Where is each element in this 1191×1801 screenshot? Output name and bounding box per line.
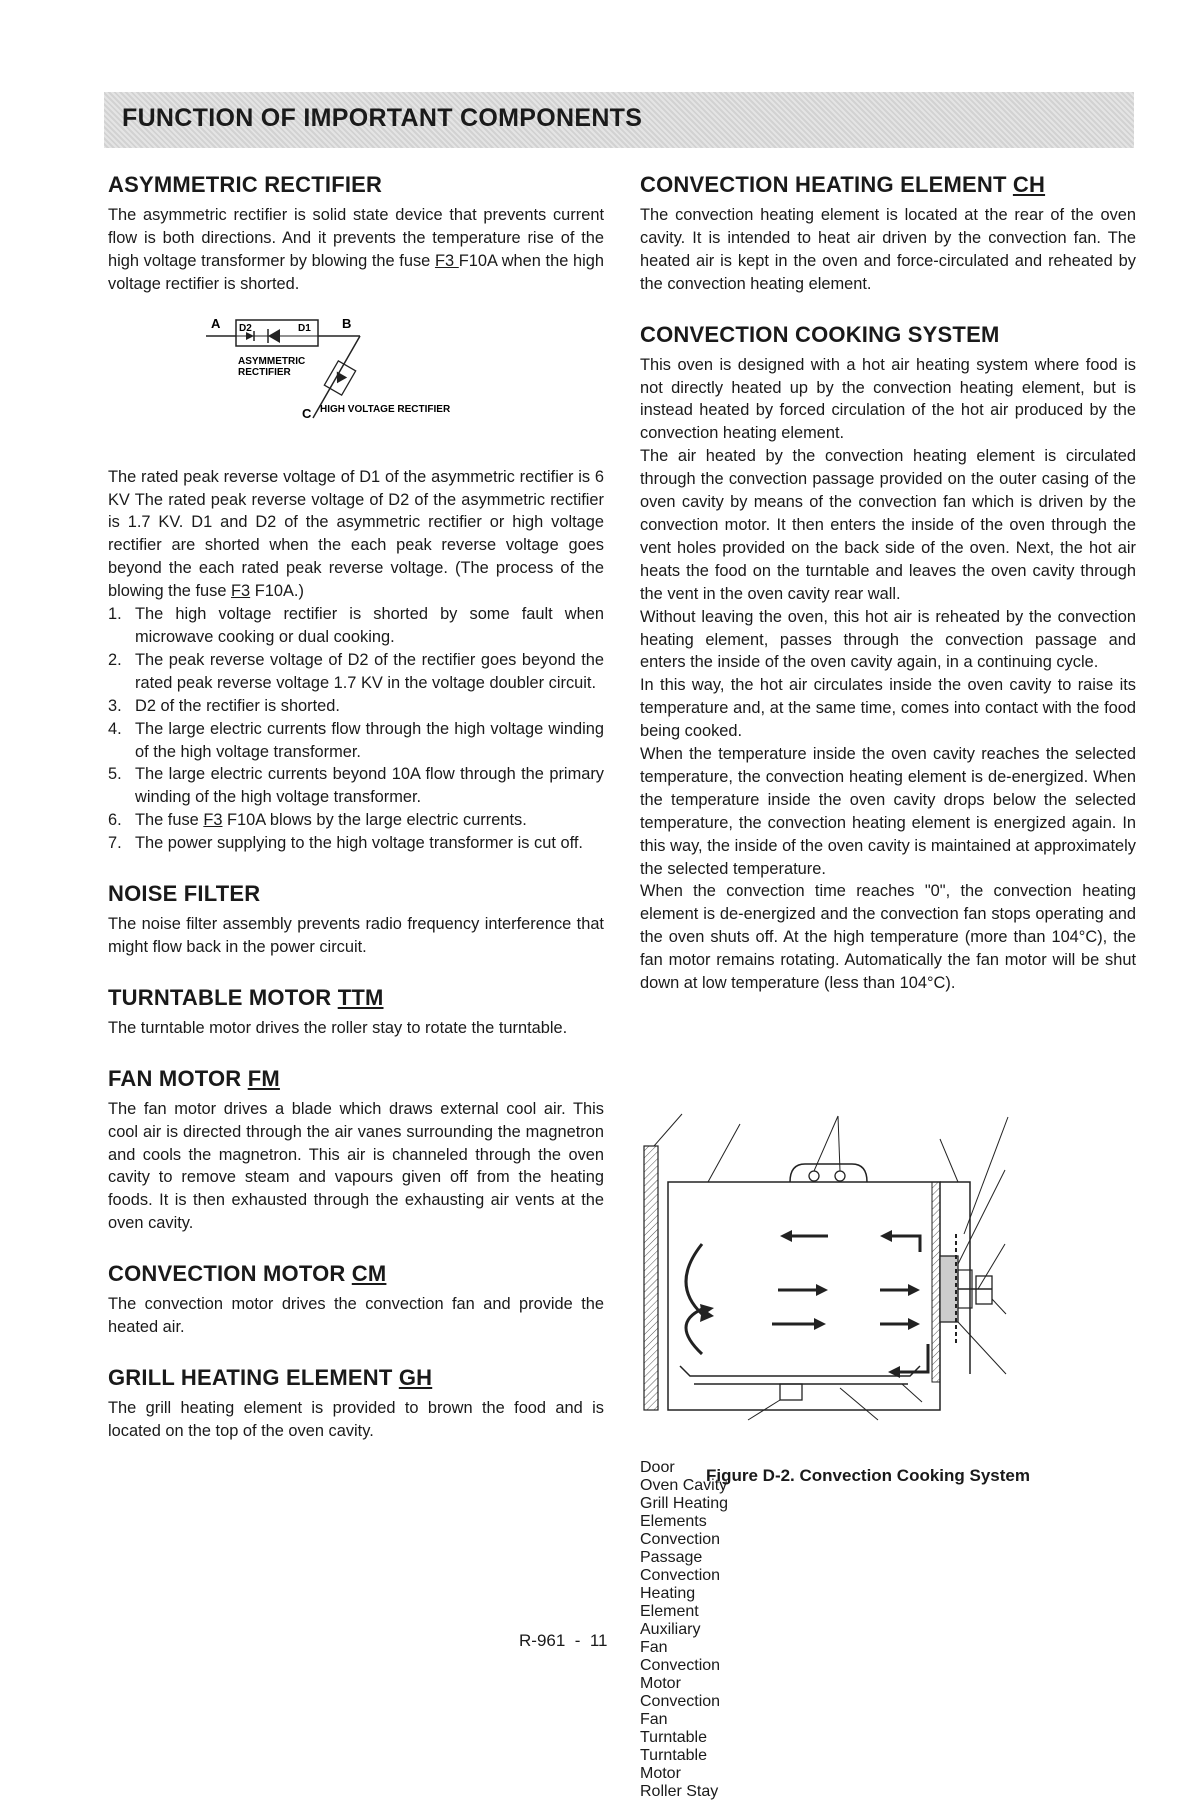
paragraph	[108, 204, 604, 296]
section-title: ASYMMETRIC RECTIFIER	[108, 172, 383, 197]
label-convection-passage-2: Passage	[640, 1549, 703, 1566]
label-turntable-motor-2: Motor	[640, 1765, 681, 1782]
label-hv-rectifier: HIGH VOLTAGE RECTIFIER	[320, 403, 451, 415]
oven-cross-section	[640, 1084, 1140, 1454]
turntable-shape	[680, 1366, 920, 1376]
section-fan-motor	[108, 1066, 604, 1235]
label-a: A	[211, 315, 221, 331]
label-auxiliary-1: Auxiliary	[640, 1621, 701, 1638]
right-column	[640, 172, 1136, 995]
label-d2: D2	[239, 322, 252, 334]
label-heating-1: Convection	[640, 1567, 721, 1584]
turntable-motor-shape	[780, 1384, 802, 1400]
page-title: FUNCTION OF IMPORTANT COMPONENTS	[122, 104, 643, 132]
rear-vent	[932, 1182, 940, 1382]
grill-housing	[790, 1164, 867, 1182]
airflow-arrow	[888, 1236, 920, 1252]
failure-sequence-list	[108, 603, 604, 855]
paragraph: The convection motor drives the convection fan and provide the heated air.	[108, 1295, 604, 1337]
list-item: 1. The high voltage rectifier is shorted by some fault when microwave cooking or dual cooking.	[108, 605, 604, 646]
list-item: 3. D2 of the rectifier is shorted.	[108, 696, 340, 715]
list-item: 5. The large electric currents beyond 10A flow through the primary winding of the high voltage transformer.	[108, 765, 604, 807]
header-banner	[104, 92, 1134, 148]
diode-d1	[268, 329, 280, 343]
list-item: 6. The fuse F3 F10A blows by the large electric currents.	[108, 811, 527, 830]
label-rectifier: RECTIFIER	[238, 366, 291, 378]
hv-diode	[332, 371, 347, 386]
label-b: B	[342, 315, 352, 331]
paragraph: The grill heating element is provided to brown the food and is located on the top of the oven cavity.	[108, 1399, 604, 1440]
label-grill-heating: Grill Heating	[640, 1495, 729, 1512]
section-title: FAN MOTOR FM	[108, 1065, 280, 1091]
section-noise-filter	[108, 881, 604, 959]
paragraph: The fan motor drives a blade which draws external cool air. This cool air is directed through the air vanes surrounding the magnetron and cools the magnetron. This air is channeled through the oven cavity to remove steam and vapours given off from the heating foods. It is then exhausted through the exhausting air vents at the oven cavity.	[108, 1099, 604, 1233]
airflow-arrow	[686, 1309, 702, 1354]
rectifier-schematic	[108, 308, 604, 458]
paragraph: Without leaving the oven, this hot air is reheated by the convection heating element, passes through the convection passage and enters the inside of the oven cavity again, in a continuing cycle.	[640, 607, 1136, 672]
section-title: CONVECTION HEATING ELEMENT CH	[640, 172, 1046, 197]
label-oven-cavity: Oven Cavity	[640, 1477, 728, 1494]
page-number: R-961 - 11	[519, 1631, 608, 1650]
section-turntable-motor	[108, 985, 604, 1040]
label-auxiliary-2: Fan	[640, 1639, 668, 1656]
label-motor-1: Convection	[640, 1657, 721, 1674]
fuse-ref: F3	[434, 251, 459, 270]
paragraph: This oven is designed with a hot air heating system where food is not directly heated up by the convection heating element, but is instead heated by forced circulation of the hot air produced by the convection heating element.	[640, 355, 1136, 443]
label-roller-stay: Roller Stay	[640, 1783, 719, 1800]
paragraph: The convection heating element is located at the rear of the oven cavity. It is intended to heat air driven by the convection fan. The heated air is kept in the oven and force-circulated and reheated by the convection heating element.	[640, 206, 1136, 293]
paragraph: When the temperature inside the oven cavity reaches the selected temperature, the convection heating element is de-energized. When the temperature inside the oven cavity drops below the selected temperature, the convection heating element is energized again. In this way, the inside of the oven cavity is maintained at approximately the selected temperature.	[640, 745, 1136, 878]
label-asymmetric: ASYMMETRIC	[238, 355, 306, 367]
paragraph: The turntable motor drives the roller stay to rotate the turntable.	[108, 1018, 568, 1037]
label-door: Door	[640, 1459, 675, 1476]
label-turntable: Turntable	[640, 1729, 707, 1746]
section-convection-cooking-system	[640, 322, 1136, 995]
left-column	[108, 172, 604, 1469]
list-item: 2. The peak reverse voltage of D2 of the rectifier goes beyond the rated peak reverse voltage 1.7 KV in the voltage doubler circuit.	[108, 650, 604, 692]
label-d1: D1	[298, 322, 311, 334]
text: F10A.)	[250, 582, 304, 601]
paragraph: When the convection time reaches "0", the convection heating element is de-energized and the convection fan stops operating and the oven shuts off. At the high temperature (more than 104°C), the fan motor remains rotating. Automatically the fan motor will be shut down at low temperature (less than 104°C).	[640, 882, 1136, 993]
label-c: C	[302, 405, 312, 421]
airflow-arrow	[896, 1344, 928, 1372]
text: The rated peak reverse voltage of D1 of the asymmetric rectifier is 6 KV The rated peak reverse voltage of D2 of the asymmetric rectifier is 1.7 KV. D1 and D2 of the asymmetric rectifier or high voltage rectifier are shorted when the each peak reverse voltage goes beyond the each rated peak reverse voltage. (The process of the blowing the fuse	[108, 467, 604, 601]
section-title: TURNTABLE MOTOR TTM	[108, 984, 384, 1010]
label-fan-1: Convection	[640, 1693, 721, 1710]
section-convection-heating-element	[640, 172, 1136, 296]
label-motor-2: Motor	[640, 1675, 681, 1692]
section-grill-heating-element	[108, 1365, 604, 1443]
rectifier-diagram	[108, 308, 604, 458]
text: F10A when the high voltage rectifier is shorted.	[108, 251, 604, 293]
paragraph: The noise filter assembly prevents radio frequency interference that might flow back in the power circuit.	[108, 915, 604, 956]
label-turntable-motor-1: Turntable	[640, 1747, 707, 1764]
text: The asymmetric rectifier is solid state device that prevents current flow is both directions. And it prevents the temperature rise of the high voltage transformer by blowing the fuse	[108, 206, 604, 270]
airflow-arrow	[686, 1244, 702, 1314]
list-item: 4. The large electric currents flow through the high voltage winding of the high voltage transformer.	[108, 719, 604, 761]
paragraph: The air heated by the convection heating element is circulated through the convection passage provided on the outer casing of the oven cavity by means of the convection fan which is driven by the convection motor. It then enters the inside of the oven through the vent holes provided on the back side of the oven. Next, the hot air heats the food on the turntable and leaves the oven cavity through the vent in the oven cavity rear wall.	[640, 447, 1136, 603]
section-title: GRILL HEATING ELEMENT GH	[108, 1365, 433, 1390]
label-fan-2: Fan	[640, 1711, 668, 1728]
label-heating-2: Heating	[640, 1585, 696, 1602]
figure-caption: Figure D-2. Convection Cooking System	[706, 1466, 1030, 1485]
door-shape	[644, 1146, 658, 1410]
section-title: CONVECTION MOTOR CM	[108, 1261, 387, 1287]
grill-element	[835, 1171, 845, 1181]
fuse-ref: F3	[231, 582, 251, 601]
grill-element	[809, 1171, 819, 1181]
section-convection-motor	[108, 1261, 604, 1339]
section-title: CONVECTION COOKING SYSTEM	[640, 321, 1000, 347]
paragraph: In this way, the hot air circulates inside the oven cavity to raise its temperature and, at the same time, comes into contact with the food being cooked.	[640, 676, 1136, 741]
label-heating-3: Element	[640, 1603, 699, 1620]
paragraph	[108, 466, 604, 603]
section-title: NOISE FILTER	[108, 881, 261, 907]
section-asymmetric-rectifier	[108, 172, 604, 855]
label-grill-elements: Elements	[640, 1513, 707, 1530]
list-item: 7. The power supplying to the high voltage transformer is cut off.	[108, 834, 583, 853]
convection-motor-shape	[976, 1276, 992, 1304]
label-convection-passage-1: Convection	[640, 1531, 721, 1548]
